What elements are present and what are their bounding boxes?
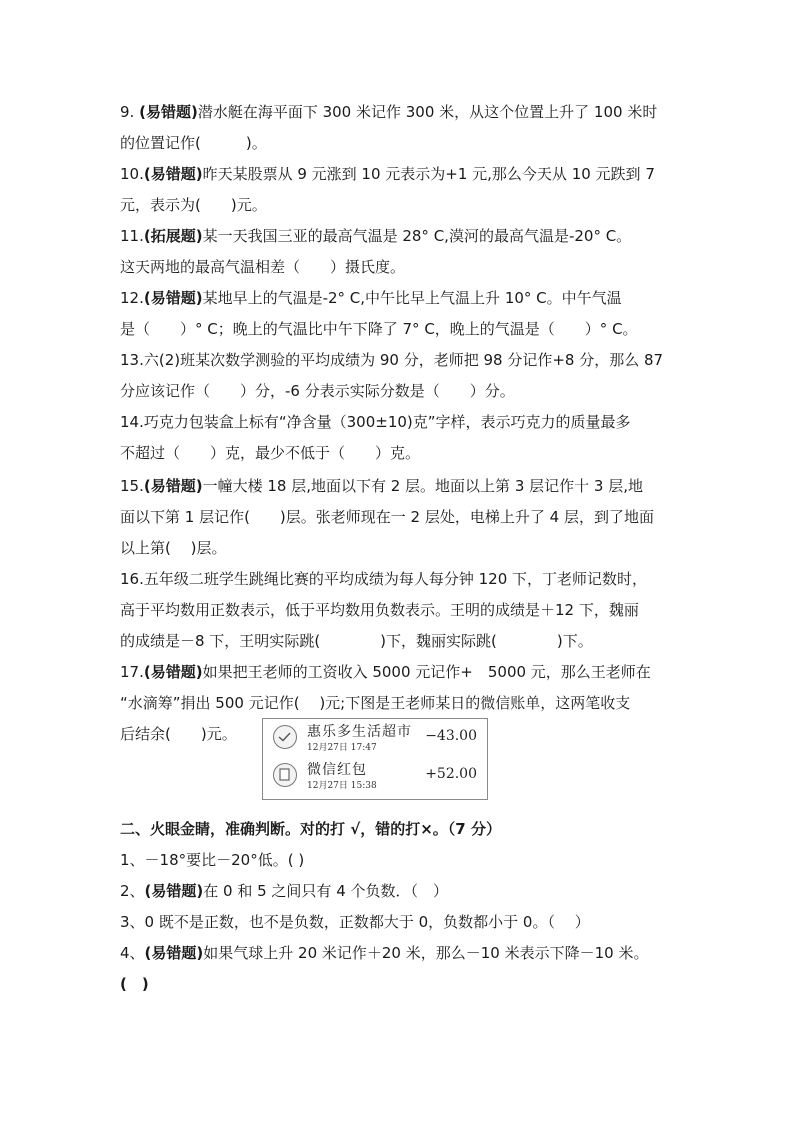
check-mark-icon — [274, 726, 295, 747]
q15-tag: (易错题) — [143, 477, 203, 495]
q11-tag: (拓展题) — [143, 227, 203, 245]
bill-row-red-packet — [263, 759, 487, 797]
q16-line1: 16.五年级二班学生跳绳比赛的平均成绩为每人每分钟 120 下，丁老师记数时， — [120, 570, 648, 588]
judge-1: 1、－18°要比－20°低。( ) — [120, 851, 305, 869]
q17-line2: “水滴筹”捐出 500 元记作( )元;下图是王老师某日的微信账单，这两笔收支 — [120, 694, 631, 712]
bill-merchant-name: 惠乐多生活超市 — [307, 724, 412, 740]
judge-4-text: 如果气球上升 20 米记作＋20 米，那么－10 米表示下降－10 米。 — [203, 944, 649, 962]
bill-amount: −43.00 — [425, 728, 477, 744]
q9-line2: 的位置记作( )。 — [120, 134, 267, 152]
bill-time: 12月27日 17:47 — [307, 743, 377, 753]
q11-text: 某一天我国三亚的最高气温是 28° C,漠河的最高气温是-20° C。 — [202, 227, 632, 245]
q10-tag: (易错题) — [143, 165, 203, 183]
wechat-bill — [262, 718, 488, 800]
q13-line2: 分应该记作（ ）分，-6 分表示实际分数是（ ）分。 — [120, 382, 515, 400]
judge-3: 3、0 既不是正数，也不是负数，正数都大于 0，负数都小于 0。（ ） — [120, 913, 590, 931]
q15-line3: 以上第( )层。 — [120, 539, 227, 557]
judge-2-tag: (易错题) — [144, 882, 204, 900]
q15-text: 一幢大楼 18 层,地面以下有 2 层。地面以上第 3 层记作十 3 层,地 — [202, 477, 643, 495]
q10-line2: 元，表示为( )元。 — [120, 196, 267, 214]
q11-num: 11. — [120, 227, 144, 245]
judge-4-num: 4、 — [120, 944, 145, 962]
check-circle-icon — [273, 725, 297, 749]
judge-2-text: 在 0 和 5 之间只有 4 个负数．（ ） — [203, 882, 449, 900]
q10-line1 — [120, 162, 680, 186]
section2-title: 二、火眼金睛，准确判断。对的打 √，错的打×。（7 分） — [120, 820, 501, 838]
judge-4-answer: ( ) — [120, 975, 149, 993]
judge-4-tag: (易错题) — [144, 944, 204, 962]
bill-merchant-name: 微信红包 — [307, 762, 367, 778]
judge-2 — [120, 879, 680, 903]
q15-line2: 面以下第 1 层记作( )层。张老师现在一 2 层处，电梯上升了 4 层，到了地面 — [120, 508, 654, 526]
q10-num: 10. — [120, 165, 144, 183]
q9-text: 潜水艇在海平面下 300 米记作 300 米，从这个位置上升了 100 米时 — [197, 103, 658, 121]
bill-row-supermarket — [263, 721, 487, 759]
q15-num: 15. — [120, 477, 144, 495]
q17-text: 如果把王老师的工资收入 5000 元记作+ 5000 元，那么王老师在 — [202, 663, 651, 681]
q13-line1: 13.六(2)班某次数学测验的平均成绩为 90 分，老师把 98 分记作+8 分，那么 87 — [120, 351, 664, 369]
q9-tag: (易错题) — [139, 103, 198, 121]
q17-num: 17. — [120, 663, 144, 681]
red-packet-icon — [273, 763, 297, 787]
bill-time: 12月27日 15:38 — [307, 781, 377, 791]
q12-num: 12. — [120, 289, 144, 307]
q12-line2: 是（ ）° C；晚上的气温比中午下降了 7° C，晚上的气温是（ ）° C。 — [120, 320, 638, 338]
q17-line3: 后结余( )元。 — [120, 725, 237, 743]
q12-tag: (易错题) — [143, 289, 203, 307]
q11-line2: 这天两地的最高气温相差（ ）摄氏度。 — [120, 258, 406, 276]
q9-line1: 9. (易错题)潜水艇在海平面下 300 米记作 300 米，从这个位置上升了 100 米时 — [120, 103, 658, 121]
judge-2-num: 2、 — [120, 882, 145, 900]
q12-text: 某地早上的气温是-2° C,中午比早上气温上升 10° C。中午气温 — [202, 289, 622, 307]
q16-line2: 高于平均数用正数表示，低于平均数用负数表示。王明的成绩是＋12 下，魏丽 — [120, 601, 639, 619]
judge-4 — [120, 941, 680, 965]
q17-line1 — [120, 660, 680, 684]
q16-line3: 的成绩是－8 下，王明实际跳( )下，魏丽实际跳( )下。 — [120, 632, 593, 650]
q17-tag: (易错题) — [143, 663, 203, 681]
q12-line1 — [120, 286, 680, 310]
envelope-icon — [274, 764, 295, 785]
q14-line2: 不超过（ ）克，最少不低于（ ）克。 — [120, 444, 421, 462]
bill-amount: +52.00 — [425, 766, 477, 782]
q14-line1: 14.巧克力包装盒上标有“净含量（300±10)克”字样，表示巧克力的质量最多 — [120, 413, 631, 431]
q11-line1 — [120, 224, 680, 248]
q10-text: 昨天某股票从 9 元涨到 10 元表示为+1 元,那么今天从 10 元跌到 7 — [202, 165, 655, 183]
q15-line1 — [120, 474, 680, 498]
